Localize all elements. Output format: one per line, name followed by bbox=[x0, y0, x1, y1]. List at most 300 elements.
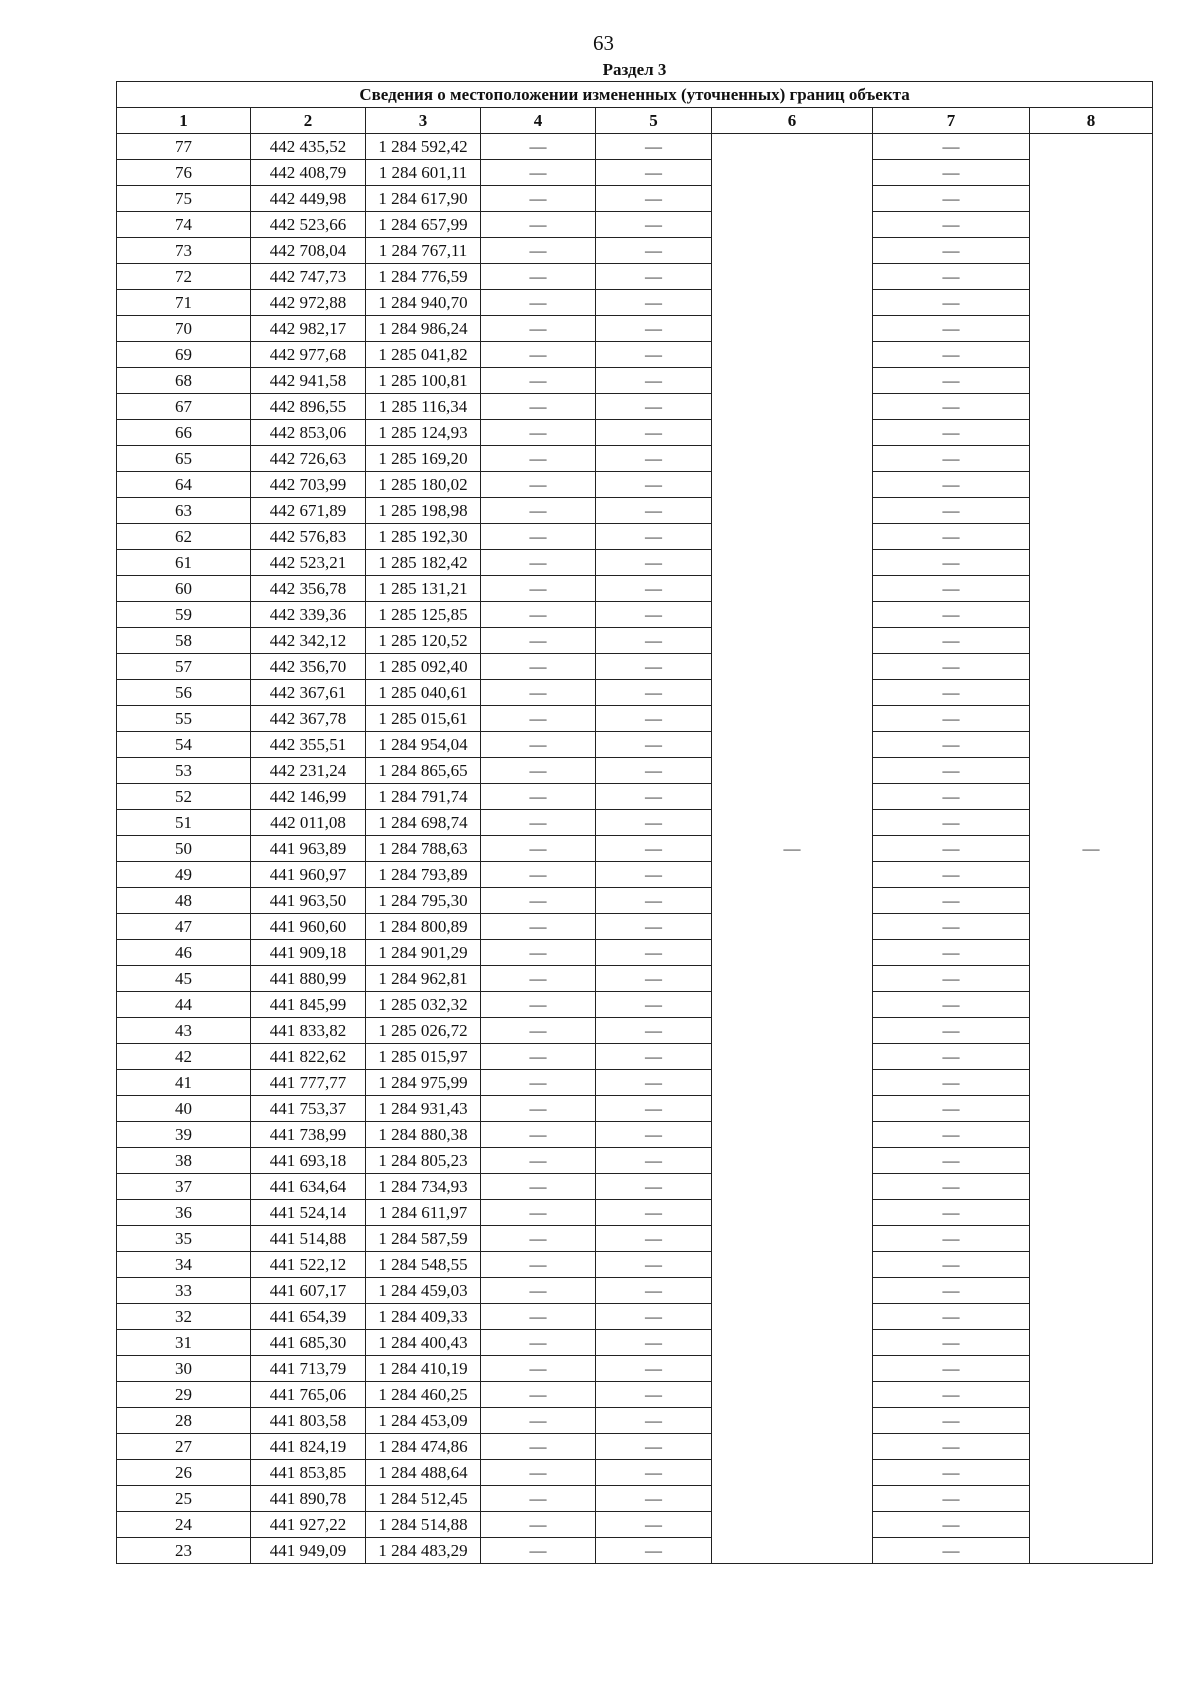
col5-dash-cell: — bbox=[596, 368, 712, 394]
x-coordinate-cell: 442 231,24 bbox=[251, 758, 366, 784]
table-row bbox=[117, 264, 1153, 290]
col5-dash-cell: — bbox=[596, 706, 712, 732]
col7-dash-cell: — bbox=[873, 888, 1030, 914]
table-row bbox=[117, 1252, 1153, 1278]
col4-dash-cell: — bbox=[481, 316, 596, 342]
x-coordinate-cell: 442 342,12 bbox=[251, 628, 366, 654]
x-coordinate-cell: 442 972,88 bbox=[251, 290, 366, 316]
col7-dash-cell: — bbox=[873, 394, 1030, 420]
col4-dash-cell: — bbox=[481, 1226, 596, 1252]
col7-dash-cell: — bbox=[873, 1460, 1030, 1486]
col5-dash-cell: — bbox=[596, 290, 712, 316]
col4-dash-cell: — bbox=[481, 1486, 596, 1512]
table-row bbox=[117, 1096, 1153, 1122]
col7-dash-cell: — bbox=[873, 1252, 1030, 1278]
col5-dash-cell: — bbox=[596, 1226, 712, 1252]
col7-dash-cell: — bbox=[873, 966, 1030, 992]
point-number-cell: 66 bbox=[117, 420, 251, 446]
table-row bbox=[117, 524, 1153, 550]
col5-dash-cell: — bbox=[596, 680, 712, 706]
y-coordinate-cell: 1 284 657,99 bbox=[366, 212, 481, 238]
col5-dash-cell: — bbox=[596, 1096, 712, 1122]
point-number-cell: 70 bbox=[117, 316, 251, 342]
table-row bbox=[117, 212, 1153, 238]
table-body bbox=[117, 134, 1153, 1564]
col7-dash-cell: — bbox=[873, 1278, 1030, 1304]
x-coordinate-cell: 442 703,99 bbox=[251, 472, 366, 498]
col4-dash-cell: — bbox=[481, 576, 596, 602]
table-row bbox=[117, 290, 1153, 316]
y-coordinate-cell: 1 284 880,38 bbox=[366, 1122, 481, 1148]
table-row bbox=[117, 238, 1153, 264]
x-coordinate-cell: 441 803,58 bbox=[251, 1408, 366, 1434]
table-row bbox=[117, 1174, 1153, 1200]
col5-dash-cell: — bbox=[596, 966, 712, 992]
col5-dash-cell: — bbox=[596, 1512, 712, 1538]
col4-dash-cell: — bbox=[481, 680, 596, 706]
x-coordinate-cell: 441 833,82 bbox=[251, 1018, 366, 1044]
x-coordinate-cell: 442 339,36 bbox=[251, 602, 366, 628]
point-number-cell: 23 bbox=[117, 1538, 251, 1564]
y-coordinate-cell: 1 285 015,61 bbox=[366, 706, 481, 732]
point-number-cell: 60 bbox=[117, 576, 251, 602]
point-number-cell: 29 bbox=[117, 1382, 251, 1408]
table-row bbox=[117, 628, 1153, 654]
col4-dash-cell: — bbox=[481, 732, 596, 758]
col5-dash-cell: — bbox=[596, 1174, 712, 1200]
x-coordinate-cell: 442 408,79 bbox=[251, 160, 366, 186]
col4-dash-cell: — bbox=[481, 654, 596, 680]
col7-dash-cell: — bbox=[873, 992, 1030, 1018]
col5-dash-cell: — bbox=[596, 1044, 712, 1070]
col4-dash-cell: — bbox=[481, 758, 596, 784]
col5-dash-cell: — bbox=[596, 264, 712, 290]
point-number-cell: 59 bbox=[117, 602, 251, 628]
x-coordinate-cell: 441 960,97 bbox=[251, 862, 366, 888]
point-number-cell: 62 bbox=[117, 524, 251, 550]
col4-dash-cell: — bbox=[481, 342, 596, 368]
col7-dash-cell: — bbox=[873, 342, 1030, 368]
col6-merged-cell: — bbox=[712, 134, 873, 1564]
col8-merged-cell: — bbox=[1030, 134, 1153, 1564]
col4-dash-cell: — bbox=[481, 862, 596, 888]
col5-dash-cell: — bbox=[596, 1278, 712, 1304]
point-number-cell: 40 bbox=[117, 1096, 251, 1122]
x-coordinate-cell: 441 634,64 bbox=[251, 1174, 366, 1200]
table-row bbox=[117, 732, 1153, 758]
col5-dash-cell: — bbox=[596, 498, 712, 524]
y-coordinate-cell: 1 285 124,93 bbox=[366, 420, 481, 446]
y-coordinate-cell: 1 285 182,42 bbox=[366, 550, 481, 576]
col7-dash-cell: — bbox=[873, 602, 1030, 628]
col4-dash-cell: — bbox=[481, 888, 596, 914]
col7-dash-cell: — bbox=[873, 368, 1030, 394]
point-number-cell: 24 bbox=[117, 1512, 251, 1538]
x-coordinate-cell: 442 726,63 bbox=[251, 446, 366, 472]
y-coordinate-cell: 1 284 975,99 bbox=[366, 1070, 481, 1096]
col7-dash-cell: — bbox=[873, 1096, 1030, 1122]
x-coordinate-cell: 442 435,52 bbox=[251, 134, 366, 160]
point-number-cell: 55 bbox=[117, 706, 251, 732]
col4-dash-cell: — bbox=[481, 368, 596, 394]
x-coordinate-cell: 441 960,60 bbox=[251, 914, 366, 940]
point-number-cell: 68 bbox=[117, 368, 251, 394]
col7-dash-cell: — bbox=[873, 1174, 1030, 1200]
col7-dash-cell: — bbox=[873, 1512, 1030, 1538]
column-header: 8 bbox=[1030, 108, 1153, 134]
point-number-cell: 77 bbox=[117, 134, 251, 160]
y-coordinate-cell: 1 284 986,24 bbox=[366, 316, 481, 342]
y-coordinate-cell: 1 284 587,59 bbox=[366, 1226, 481, 1252]
col4-dash-cell: — bbox=[481, 498, 596, 524]
point-number-cell: 26 bbox=[117, 1460, 251, 1486]
col7-dash-cell: — bbox=[873, 784, 1030, 810]
column-header: 1 bbox=[117, 108, 251, 134]
col4-dash-cell: — bbox=[481, 446, 596, 472]
table-row bbox=[117, 966, 1153, 992]
point-number-cell: 43 bbox=[117, 1018, 251, 1044]
point-number-cell: 48 bbox=[117, 888, 251, 914]
table-row bbox=[117, 1330, 1153, 1356]
col7-dash-cell: — bbox=[873, 498, 1030, 524]
col5-dash-cell: — bbox=[596, 550, 712, 576]
table-row bbox=[117, 368, 1153, 394]
y-coordinate-cell: 1 284 776,59 bbox=[366, 264, 481, 290]
col4-dash-cell: — bbox=[481, 186, 596, 212]
y-coordinate-cell: 1 284 548,55 bbox=[366, 1252, 481, 1278]
col5-dash-cell: — bbox=[596, 472, 712, 498]
x-coordinate-cell: 442 941,58 bbox=[251, 368, 366, 394]
x-coordinate-cell: 441 713,79 bbox=[251, 1356, 366, 1382]
col5-dash-cell: — bbox=[596, 1148, 712, 1174]
point-number-cell: 76 bbox=[117, 160, 251, 186]
y-coordinate-cell: 1 284 901,29 bbox=[366, 940, 481, 966]
y-coordinate-cell: 1 285 131,21 bbox=[366, 576, 481, 602]
col4-dash-cell: — bbox=[481, 1538, 596, 1564]
column-header: 2 bbox=[251, 108, 366, 134]
x-coordinate-cell: 441 524,14 bbox=[251, 1200, 366, 1226]
col7-dash-cell: — bbox=[873, 186, 1030, 212]
col4-dash-cell: — bbox=[481, 1434, 596, 1460]
table-row bbox=[117, 160, 1153, 186]
table-row bbox=[117, 1200, 1153, 1226]
col7-dash-cell: — bbox=[873, 446, 1030, 472]
col5-dash-cell: — bbox=[596, 654, 712, 680]
col4-dash-cell: — bbox=[481, 1096, 596, 1122]
col5-dash-cell: — bbox=[596, 1122, 712, 1148]
col4-dash-cell: — bbox=[481, 1278, 596, 1304]
y-coordinate-cell: 1 284 795,30 bbox=[366, 888, 481, 914]
y-coordinate-cell: 1 284 592,42 bbox=[366, 134, 481, 160]
x-coordinate-cell: 442 896,55 bbox=[251, 394, 366, 420]
col4-dash-cell: — bbox=[481, 940, 596, 966]
col7-dash-cell: — bbox=[873, 134, 1030, 160]
col7-dash-cell: — bbox=[873, 862, 1030, 888]
col7-dash-cell: — bbox=[873, 940, 1030, 966]
x-coordinate-cell: 441 845,99 bbox=[251, 992, 366, 1018]
table-row bbox=[117, 394, 1153, 420]
col4-dash-cell: — bbox=[481, 966, 596, 992]
x-coordinate-cell: 442 355,51 bbox=[251, 732, 366, 758]
table-row bbox=[117, 836, 1153, 862]
col5-dash-cell: — bbox=[596, 758, 712, 784]
col5-dash-cell: — bbox=[596, 784, 712, 810]
y-coordinate-cell: 1 284 601,11 bbox=[366, 160, 481, 186]
col4-dash-cell: — bbox=[481, 1382, 596, 1408]
col4-dash-cell: — bbox=[481, 1408, 596, 1434]
table-row bbox=[117, 1512, 1153, 1538]
x-coordinate-cell: 441 514,88 bbox=[251, 1226, 366, 1252]
table-caption: Сведения о местоположении измененных (уточненных) границ объекта bbox=[117, 82, 1153, 108]
col7-dash-cell: — bbox=[873, 212, 1030, 238]
col4-dash-cell: — bbox=[481, 1044, 596, 1070]
y-coordinate-cell: 1 284 459,03 bbox=[366, 1278, 481, 1304]
x-coordinate-cell: 442 671,89 bbox=[251, 498, 366, 524]
point-number-cell: 64 bbox=[117, 472, 251, 498]
point-number-cell: 31 bbox=[117, 1330, 251, 1356]
col5-dash-cell: — bbox=[596, 212, 712, 238]
x-coordinate-cell: 441 654,39 bbox=[251, 1304, 366, 1330]
col4-dash-cell: — bbox=[481, 1512, 596, 1538]
col7-dash-cell: — bbox=[873, 1148, 1030, 1174]
point-number-cell: 61 bbox=[117, 550, 251, 576]
col5-dash-cell: — bbox=[596, 342, 712, 368]
x-coordinate-cell: 441 738,99 bbox=[251, 1122, 366, 1148]
point-number-cell: 36 bbox=[117, 1200, 251, 1226]
point-number-cell: 75 bbox=[117, 186, 251, 212]
x-coordinate-cell: 441 685,30 bbox=[251, 1330, 366, 1356]
col7-dash-cell: — bbox=[873, 550, 1030, 576]
column-header: 5 bbox=[596, 108, 712, 134]
col5-dash-cell: — bbox=[596, 888, 712, 914]
y-coordinate-cell: 1 284 617,90 bbox=[366, 186, 481, 212]
y-coordinate-cell: 1 284 791,74 bbox=[366, 784, 481, 810]
col5-dash-cell: — bbox=[596, 394, 712, 420]
col5-dash-cell: — bbox=[596, 836, 712, 862]
x-coordinate-cell: 442 367,61 bbox=[251, 680, 366, 706]
col5-dash-cell: — bbox=[596, 160, 712, 186]
col4-dash-cell: — bbox=[481, 134, 596, 160]
table-row bbox=[117, 1382, 1153, 1408]
col5-dash-cell: — bbox=[596, 1304, 712, 1330]
col5-dash-cell: — bbox=[596, 1252, 712, 1278]
col7-dash-cell: — bbox=[873, 1408, 1030, 1434]
table-row bbox=[117, 316, 1153, 342]
col5-dash-cell: — bbox=[596, 316, 712, 342]
y-coordinate-cell: 1 285 180,02 bbox=[366, 472, 481, 498]
col7-dash-cell: — bbox=[873, 1200, 1030, 1226]
y-coordinate-cell: 1 285 040,61 bbox=[366, 680, 481, 706]
table-row bbox=[117, 940, 1153, 966]
point-number-cell: 69 bbox=[117, 342, 251, 368]
col7-dash-cell: — bbox=[873, 628, 1030, 654]
point-number-cell: 65 bbox=[117, 446, 251, 472]
table-row bbox=[117, 550, 1153, 576]
col7-dash-cell: — bbox=[873, 1382, 1030, 1408]
table-row bbox=[117, 1408, 1153, 1434]
col7-dash-cell: — bbox=[873, 758, 1030, 784]
y-coordinate-cell: 1 284 488,64 bbox=[366, 1460, 481, 1486]
col5-dash-cell: — bbox=[596, 238, 712, 264]
y-coordinate-cell: 1 284 793,89 bbox=[366, 862, 481, 888]
x-coordinate-cell: 442 853,06 bbox=[251, 420, 366, 446]
x-coordinate-cell: 441 777,77 bbox=[251, 1070, 366, 1096]
y-coordinate-cell: 1 284 962,81 bbox=[366, 966, 481, 992]
col4-dash-cell: — bbox=[481, 290, 596, 316]
col4-dash-cell: — bbox=[481, 550, 596, 576]
x-coordinate-cell: 442 356,78 bbox=[251, 576, 366, 602]
point-number-cell: 37 bbox=[117, 1174, 251, 1200]
table-row bbox=[117, 1434, 1153, 1460]
y-coordinate-cell: 1 285 100,81 bbox=[366, 368, 481, 394]
y-coordinate-cell: 1 285 198,98 bbox=[366, 498, 481, 524]
y-coordinate-cell: 1 284 800,89 bbox=[366, 914, 481, 940]
col7-dash-cell: — bbox=[873, 316, 1030, 342]
col5-dash-cell: — bbox=[596, 1356, 712, 1382]
point-number-cell: 52 bbox=[117, 784, 251, 810]
x-coordinate-cell: 442 523,21 bbox=[251, 550, 366, 576]
table-row bbox=[117, 446, 1153, 472]
point-number-cell: 56 bbox=[117, 680, 251, 706]
y-coordinate-cell: 1 284 940,70 bbox=[366, 290, 481, 316]
table-row bbox=[117, 342, 1153, 368]
col5-dash-cell: — bbox=[596, 1486, 712, 1512]
point-number-cell: 73 bbox=[117, 238, 251, 264]
col4-dash-cell: — bbox=[481, 1460, 596, 1486]
col4-dash-cell: — bbox=[481, 1200, 596, 1226]
column-header: 6 bbox=[712, 108, 873, 134]
col4-dash-cell: — bbox=[481, 212, 596, 238]
point-number-cell: 32 bbox=[117, 1304, 251, 1330]
point-number-cell: 71 bbox=[117, 290, 251, 316]
point-number-cell: 41 bbox=[117, 1070, 251, 1096]
col5-dash-cell: — bbox=[596, 524, 712, 550]
col4-dash-cell: — bbox=[481, 602, 596, 628]
y-coordinate-cell: 1 284 460,25 bbox=[366, 1382, 481, 1408]
table-row bbox=[117, 758, 1153, 784]
y-coordinate-cell: 1 285 092,40 bbox=[366, 654, 481, 680]
table-row bbox=[117, 1486, 1153, 1512]
col7-dash-cell: — bbox=[873, 1538, 1030, 1564]
point-number-cell: 39 bbox=[117, 1122, 251, 1148]
col4-dash-cell: — bbox=[481, 160, 596, 186]
col7-dash-cell: — bbox=[873, 680, 1030, 706]
y-coordinate-cell: 1 284 931,43 bbox=[366, 1096, 481, 1122]
col7-dash-cell: — bbox=[873, 1226, 1030, 1252]
col5-dash-cell: — bbox=[596, 576, 712, 602]
col7-dash-cell: — bbox=[873, 472, 1030, 498]
col4-dash-cell: — bbox=[481, 992, 596, 1018]
col5-dash-cell: — bbox=[596, 134, 712, 160]
x-coordinate-cell: 442 708,04 bbox=[251, 238, 366, 264]
col5-dash-cell: — bbox=[596, 420, 712, 446]
point-number-cell: 58 bbox=[117, 628, 251, 654]
col4-dash-cell: — bbox=[481, 524, 596, 550]
y-coordinate-cell: 1 284 409,33 bbox=[366, 1304, 481, 1330]
table-row bbox=[117, 1070, 1153, 1096]
point-number-cell: 63 bbox=[117, 498, 251, 524]
table-row bbox=[117, 602, 1153, 628]
y-coordinate-cell: 1 284 767,11 bbox=[366, 238, 481, 264]
y-coordinate-cell: 1 285 125,85 bbox=[366, 602, 481, 628]
col4-dash-cell: — bbox=[481, 1356, 596, 1382]
x-coordinate-cell: 442 523,66 bbox=[251, 212, 366, 238]
col5-dash-cell: — bbox=[596, 446, 712, 472]
table-row bbox=[117, 888, 1153, 914]
table-row bbox=[117, 472, 1153, 498]
y-coordinate-cell: 1 284 788,63 bbox=[366, 836, 481, 862]
x-coordinate-cell: 442 011,08 bbox=[251, 810, 366, 836]
point-number-cell: 47 bbox=[117, 914, 251, 940]
col7-dash-cell: — bbox=[873, 524, 1030, 550]
y-coordinate-cell: 1 284 954,04 bbox=[366, 732, 481, 758]
table-row bbox=[117, 1538, 1153, 1564]
column-header: 3 bbox=[366, 108, 481, 134]
y-coordinate-cell: 1 284 698,74 bbox=[366, 810, 481, 836]
col5-dash-cell: — bbox=[596, 1434, 712, 1460]
col4-dash-cell: — bbox=[481, 1330, 596, 1356]
table-row bbox=[117, 1148, 1153, 1174]
x-coordinate-cell: 441 890,78 bbox=[251, 1486, 366, 1512]
table-row bbox=[117, 992, 1153, 1018]
table-row bbox=[117, 1044, 1153, 1070]
header-row bbox=[117, 108, 1153, 134]
point-number-cell: 38 bbox=[117, 1148, 251, 1174]
x-coordinate-cell: 442 747,73 bbox=[251, 264, 366, 290]
table-row bbox=[117, 862, 1153, 888]
y-coordinate-cell: 1 284 734,93 bbox=[366, 1174, 481, 1200]
y-coordinate-cell: 1 285 026,72 bbox=[366, 1018, 481, 1044]
y-coordinate-cell: 1 284 483,29 bbox=[366, 1538, 481, 1564]
page-number: 63 bbox=[593, 31, 614, 55]
col7-dash-cell: — bbox=[873, 238, 1030, 264]
col5-dash-cell: — bbox=[596, 1330, 712, 1356]
col7-dash-cell: — bbox=[873, 1070, 1030, 1096]
col5-dash-cell: — bbox=[596, 628, 712, 654]
point-number-cell: 50 bbox=[117, 836, 251, 862]
col4-dash-cell: — bbox=[481, 810, 596, 836]
y-coordinate-cell: 1 285 041,82 bbox=[366, 342, 481, 368]
x-coordinate-cell: 441 765,06 bbox=[251, 1382, 366, 1408]
col7-dash-cell: — bbox=[873, 1434, 1030, 1460]
x-coordinate-cell: 442 356,70 bbox=[251, 654, 366, 680]
x-coordinate-cell: 441 949,09 bbox=[251, 1538, 366, 1564]
column-header: 7 bbox=[873, 108, 1030, 134]
col4-dash-cell: — bbox=[481, 1070, 596, 1096]
x-coordinate-cell: 441 963,89 bbox=[251, 836, 366, 862]
point-number-cell: 57 bbox=[117, 654, 251, 680]
col5-dash-cell: — bbox=[596, 810, 712, 836]
x-coordinate-cell: 442 146,99 bbox=[251, 784, 366, 810]
x-coordinate-cell: 442 982,17 bbox=[251, 316, 366, 342]
x-coordinate-cell: 442 576,83 bbox=[251, 524, 366, 550]
y-coordinate-cell: 1 284 474,86 bbox=[366, 1434, 481, 1460]
col5-dash-cell: — bbox=[596, 1200, 712, 1226]
table-row bbox=[117, 1356, 1153, 1382]
point-number-cell: 46 bbox=[117, 940, 251, 966]
column-header: 4 bbox=[481, 108, 596, 134]
y-coordinate-cell: 1 284 453,09 bbox=[366, 1408, 481, 1434]
y-coordinate-cell: 1 285 116,34 bbox=[366, 394, 481, 420]
col7-dash-cell: — bbox=[873, 1486, 1030, 1512]
table-row bbox=[117, 1460, 1153, 1486]
point-number-cell: 49 bbox=[117, 862, 251, 888]
col4-dash-cell: — bbox=[481, 784, 596, 810]
col4-dash-cell: — bbox=[481, 1174, 596, 1200]
x-coordinate-cell: 441 824,19 bbox=[251, 1434, 366, 1460]
col5-dash-cell: — bbox=[596, 1408, 712, 1434]
point-number-cell: 74 bbox=[117, 212, 251, 238]
